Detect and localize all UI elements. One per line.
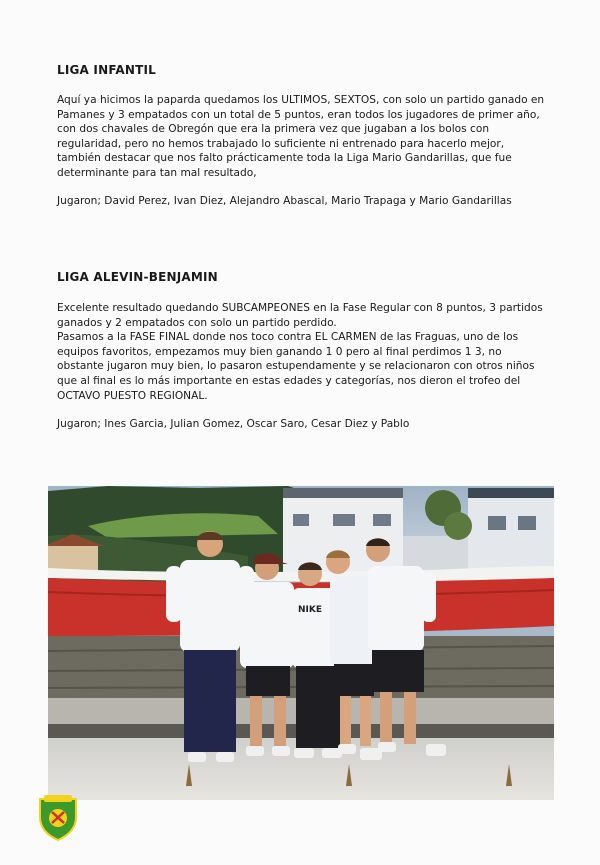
- section-liga-infantil: [57, 63, 547, 208]
- team-photo: [48, 486, 554, 800]
- paragraph-alevin-regular-phase: Excelente resultado quedando SUBCAMPEONES en la Fase Regular con 8 puntos, 3 partidos ganados y 2 empatados con solo un partido perdido.: [57, 302, 543, 329]
- nike-shirt-text: NIKE: [298, 605, 323, 615]
- players-liga-infantil: Jugaron; David Perez, Ivan Diez, Alejandro Abascal, Mario Trapaga y Mario Gandarillas: [57, 194, 512, 207]
- heading-liga-alevin-benjamin: LIGA ALEVIN-BENJAMIN: [57, 270, 218, 284]
- paragraph-alevin-final-phase: Pasamos a la FASE FINAL donde nos toco contra EL CARMEN de las Fraguas, uno de los equipos favoritos, empezamos muy bien ganando 1 0 pero al final perdimos 1 3, no obstante jugaron muy bien, lo pasaron estupendamente y se relacionaron con otros niños que al final es lo más importante en estas edades y categorías, nos dieron el trofeo del OCTAVO PUESTO REGIONAL.: [57, 331, 535, 402]
- paragraph-liga-infantil: Aquí ya hicimos la paparda quedamos los ULTIMOS, SEXTOS, con solo un partido ganado en Pamanes y 3 empatados con un total de 5 puntos, eran todos los jugadores de primer año, con dos chavales de Obregón que era la primera vez que jugaban a los bolos con regularidad, pero no hemos trabajado lo suficiente ni entrenado para hacerlo mejor, también destacar que nos falto prácticamente toda la Liga Mario Gandarillas, que fue determinante para tan mal resultado,: [57, 94, 545, 179]
- club-crest-logo: [37, 793, 79, 841]
- section-liga-alevin-benjamin: [57, 270, 547, 432]
- players-liga-alevin-benjamin: Jugaron; Ines Garcia, Julian Gomez, Oscar Saro, Cesar Diez y Pablo: [57, 418, 410, 431]
- heading-liga-infantil: LIGA INFANTIL: [57, 63, 156, 77]
